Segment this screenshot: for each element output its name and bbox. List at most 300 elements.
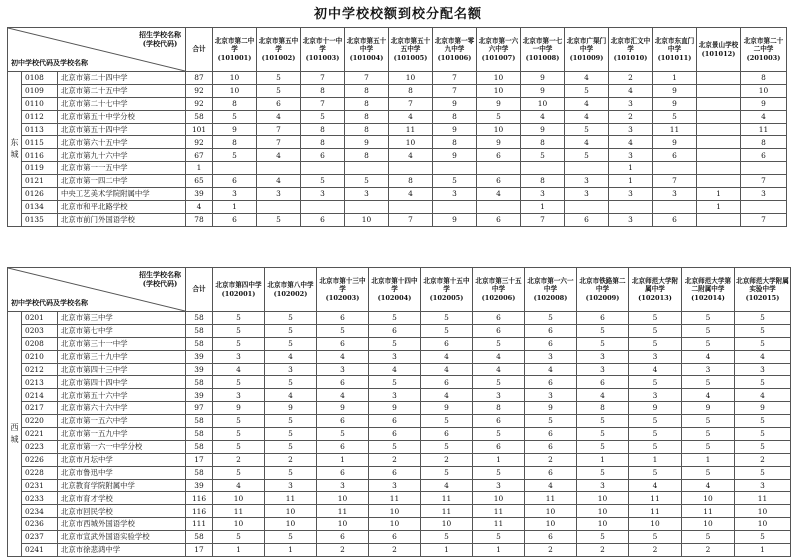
table-row <box>8 466 791 479</box>
quota-cell: 9 <box>653 136 697 149</box>
corner-top-label: 招生学校名称 <box>139 270 181 279</box>
quota-cell: 10 <box>682 518 735 531</box>
quota-cell: 3 <box>577 479 629 492</box>
column-school-code: (101009) <box>569 53 604 62</box>
quota-cell: 6 <box>477 175 521 188</box>
quota-cell: 9 <box>521 123 565 136</box>
header-corner <box>8 28 186 72</box>
total-cell: 87 <box>186 72 213 85</box>
quota-cell: 8 <box>521 136 565 149</box>
total-cell: 58 <box>186 376 213 389</box>
table-row <box>8 136 787 149</box>
quota-cell: 5 <box>213 440 265 453</box>
quota-cell: 2 <box>735 453 791 466</box>
school-code-cell: 0237 <box>22 531 58 544</box>
quota-cell: 5 <box>682 466 735 479</box>
quota-cell: 6 <box>525 466 577 479</box>
quota-cell: 10 <box>735 518 791 531</box>
quota-cell: 5 <box>265 440 317 453</box>
column-school-name: 北京市第十三中学 <box>319 277 366 294</box>
quota-cell: 2 <box>265 453 317 466</box>
table-row <box>8 123 787 136</box>
school-code-cell: 0135 <box>22 213 58 226</box>
quota-cell: 5 <box>682 337 735 350</box>
school-code-cell: 0233 <box>22 492 58 505</box>
quota-cell: 6 <box>525 337 577 350</box>
quota-cell: 8 <box>389 175 433 188</box>
quota-cell: 8 <box>301 123 345 136</box>
table-row <box>8 402 791 415</box>
school-code-cell: 0236 <box>22 518 58 531</box>
quota-cell: 6 <box>301 149 345 162</box>
total-cell: 17 <box>186 544 213 557</box>
quota-cell: 6 <box>317 312 369 325</box>
school-name-cell: 北京市徐悲鸿中学 <box>58 544 186 557</box>
quota-cell: 8 <box>301 136 345 149</box>
quota-cell: 2 <box>421 453 473 466</box>
total-cell: 65 <box>186 175 213 188</box>
quota-cell: 3 <box>317 479 369 492</box>
quota-cell: 4 <box>682 479 735 492</box>
quota-cell: 10 <box>317 518 369 531</box>
quota-cell: 4 <box>257 149 301 162</box>
quota-cell: 7 <box>257 136 301 149</box>
quota-cell: 3 <box>609 188 653 201</box>
quota-cell: 8 <box>213 136 257 149</box>
quota-cell: 4 <box>565 72 609 85</box>
quota-cell: 4 <box>609 84 653 97</box>
quota-cell: 3 <box>369 389 421 402</box>
quota-cell: 6 <box>301 213 345 226</box>
column-header <box>629 268 682 312</box>
quota-cell: 6 <box>525 531 577 544</box>
quota-cell: 6 <box>473 324 525 337</box>
school-name-cell: 北京市第三十一中学 <box>58 337 186 350</box>
quota-cell: 5 <box>369 312 421 325</box>
table-row <box>8 518 791 531</box>
quota-cell: 4 <box>389 110 433 123</box>
table-row <box>8 72 787 85</box>
quota-cell: 6 <box>473 440 525 453</box>
school-name-cell: 北京市第三十九中学 <box>58 350 186 363</box>
quota-cell: 5 <box>213 428 265 441</box>
quota-cell: 6 <box>525 440 577 453</box>
quota-cell: 6 <box>653 149 697 162</box>
table-row <box>8 110 787 123</box>
quota-cell: 10 <box>265 505 317 518</box>
column-school-name: 北京市第一六六中学 <box>478 37 519 54</box>
quota-cell: 5 <box>735 324 791 337</box>
quota-cell: 8 <box>301 84 345 97</box>
quota-cell: 6 <box>477 213 521 226</box>
quota-cell: 9 <box>525 402 577 415</box>
quota-cell: 6 <box>477 149 521 162</box>
quota-cell: 5 <box>565 149 609 162</box>
quota-cell: 5 <box>345 175 389 188</box>
total-cell: 92 <box>186 136 213 149</box>
quota-cell: 8 <box>345 110 389 123</box>
table-row <box>8 492 791 505</box>
quota-cell: 4 <box>629 479 682 492</box>
school-code-cell: 0210 <box>22 350 58 363</box>
district-label: 东城 <box>8 72 22 227</box>
column-school-name: 北京师范大学附属中学 <box>631 277 679 294</box>
total-cell: 39 <box>186 350 213 363</box>
quota-cell: 6 <box>525 428 577 441</box>
quota-cell: 2 <box>682 544 735 557</box>
quota-cell: 3 <box>609 97 653 110</box>
quota-cell: 5 <box>629 415 682 428</box>
total-cell: 1 <box>186 162 213 175</box>
school-name-cell: 北京市西城外国语学校 <box>58 518 186 531</box>
quota-cell: 1 <box>213 544 265 557</box>
quota-cell: 5 <box>682 376 735 389</box>
quota-cell <box>653 200 697 213</box>
school-name-cell: 北京市第一四二中学 <box>58 175 186 188</box>
total-cell: 39 <box>186 479 213 492</box>
quota-cell: 5 <box>317 324 369 337</box>
quota-cell: 5 <box>629 466 682 479</box>
school-name-cell: 中央工艺美术学院附属中学 <box>58 188 186 201</box>
quota-cell: 5 <box>265 531 317 544</box>
total-cell: 39 <box>186 188 213 201</box>
quota-cell <box>477 162 521 175</box>
school-code-cell: 0220 <box>22 415 58 428</box>
quota-cell <box>697 162 741 175</box>
quota-cell: 4 <box>369 363 421 376</box>
quota-cell: 5 <box>629 428 682 441</box>
total-cell: 58 <box>186 337 213 350</box>
column-school-code: (102009) <box>585 293 620 302</box>
quota-cell: 6 <box>473 312 525 325</box>
school-name-cell: 北京市第一五六中学 <box>58 415 186 428</box>
column-header <box>735 268 791 312</box>
quota-cell: 5 <box>577 531 629 544</box>
quota-cell: 6 <box>213 175 257 188</box>
quota-cell: 6 <box>369 415 421 428</box>
quota-cell <box>213 162 257 175</box>
quota-cell <box>301 162 345 175</box>
quota-cell <box>389 200 433 213</box>
table-row <box>8 213 787 226</box>
quota-cell: 7 <box>345 72 389 85</box>
total-cell: 17 <box>186 453 213 466</box>
quota-cell <box>697 149 741 162</box>
quota-cell: 9 <box>741 97 787 110</box>
column-school-name: 北京市汇文中学 <box>610 37 651 54</box>
column-school-code: (102008) <box>533 293 568 302</box>
quota-cell: 9 <box>477 97 521 110</box>
quota-cell: 5 <box>257 213 301 226</box>
quota-cell: 3 <box>653 188 697 201</box>
column-school-name: 北京市第二十二中学 <box>743 37 784 54</box>
quota-cell: 3 <box>525 389 577 402</box>
school-code-cell: 0213 <box>22 376 58 389</box>
table-row <box>8 505 791 518</box>
school-name-cell: 北京市第二十七中学 <box>58 97 186 110</box>
quota-cell: 7 <box>389 97 433 110</box>
column-school-name: 北京市第十四中学 <box>371 277 418 294</box>
quota-cell: 10 <box>369 505 421 518</box>
quota-cell: 9 <box>653 84 697 97</box>
quota-cell: 4 <box>317 389 369 402</box>
table-row <box>8 428 791 441</box>
quota-table-xicheng <box>7 267 791 557</box>
table-row <box>8 84 787 97</box>
quota-cell: 1 <box>653 72 697 85</box>
quota-cell: 5 <box>735 428 791 441</box>
quota-cell <box>697 123 741 136</box>
column-school-code: (102013) <box>638 293 672 302</box>
quota-cell: 3 <box>213 350 265 363</box>
quota-cell: 11 <box>369 492 421 505</box>
quota-cell: 1 <box>317 453 369 466</box>
quota-cell: 7 <box>521 213 565 226</box>
quota-cell: 10 <box>473 492 525 505</box>
school-name-cell: 北京市第四十四中学 <box>58 376 186 389</box>
quota-cell: 5 <box>629 337 682 350</box>
quota-cell: 3 <box>301 188 345 201</box>
quota-cell: 10 <box>521 97 565 110</box>
quota-cell: 3 <box>265 363 317 376</box>
school-code-cell: 0241 <box>22 544 58 557</box>
quota-cell: 10 <box>213 492 265 505</box>
quota-cell: 10 <box>682 492 735 505</box>
column-school-code: (102005) <box>429 293 464 302</box>
total-cell: 58 <box>186 466 213 479</box>
quota-cell: 4 <box>317 350 369 363</box>
quota-cell: 10 <box>629 518 682 531</box>
quota-cell: 1 <box>735 544 791 557</box>
quota-cell: 3 <box>369 350 421 363</box>
school-name-cell: 北京市第六十六中学 <box>58 402 186 415</box>
column-header <box>345 28 389 72</box>
total-cell: 92 <box>186 97 213 110</box>
quota-cell: 9 <box>433 149 477 162</box>
quota-cell: 5 <box>317 428 369 441</box>
column-school-code: (102014) <box>691 293 725 302</box>
quota-cell: 5 <box>735 531 791 544</box>
column-school-code: (102002) <box>273 289 308 298</box>
quota-cell: 6 <box>741 149 787 162</box>
quota-cell: 6 <box>421 376 473 389</box>
school-name-cell: 北京市前门外国语学校 <box>58 213 186 226</box>
quota-cell: 3 <box>565 175 609 188</box>
quota-cell: 3 <box>525 350 577 363</box>
quota-cell: 3 <box>609 149 653 162</box>
school-code-cell: 0108 <box>22 72 58 85</box>
quota-cell: 10 <box>389 136 433 149</box>
table-row <box>8 479 791 492</box>
quota-cell: 11 <box>629 492 682 505</box>
quota-cell: 5 <box>735 466 791 479</box>
column-header <box>421 268 473 312</box>
quota-cell: 10 <box>577 492 629 505</box>
quota-cell: 3 <box>609 123 653 136</box>
quota-cell: 2 <box>369 453 421 466</box>
quota-cell: 6 <box>317 440 369 453</box>
quota-cell: 10 <box>735 505 791 518</box>
column-school-name: 北京市第八中学 <box>267 281 314 290</box>
quota-cell: 5 <box>301 175 345 188</box>
column-header <box>521 28 565 72</box>
quota-cell: 3 <box>735 363 791 376</box>
page-title: 初中学校校额到校分配名额 <box>313 7 482 22</box>
column-school-name: 北京市第一六一中学 <box>527 277 574 294</box>
quota-cell <box>697 72 741 85</box>
quota-cell: 10 <box>577 518 629 531</box>
total-cell: 67 <box>186 149 213 162</box>
quota-cell: 5 <box>265 337 317 350</box>
quota-cell <box>565 162 609 175</box>
school-name-cell: 北京市第五十中学分校 <box>58 110 186 123</box>
column-header <box>477 28 521 72</box>
quota-cell: 4 <box>735 389 791 402</box>
quota-cell: 3 <box>577 350 629 363</box>
quota-cell: 10 <box>213 72 257 85</box>
quota-cell <box>301 200 345 213</box>
quota-cell: 5 <box>473 337 525 350</box>
column-header <box>697 28 741 72</box>
column-school-name: 北京市第二中学 <box>214 37 255 54</box>
school-code-cell: 0223 <box>22 440 58 453</box>
column-school-name: 北京景山学校 <box>698 41 739 50</box>
table-row <box>8 200 787 213</box>
quota-cell <box>741 162 787 175</box>
quota-cell: 10 <box>317 492 369 505</box>
quota-cell: 8 <box>741 136 787 149</box>
quota-cell <box>653 162 697 175</box>
column-header <box>577 268 629 312</box>
quota-cell: 5 <box>213 376 265 389</box>
quota-cell: 4 <box>741 110 787 123</box>
quota-cell: 10 <box>265 518 317 531</box>
quota-cell: 10 <box>477 123 521 136</box>
quota-cell: 4 <box>477 188 521 201</box>
table-row <box>8 162 787 175</box>
quota-cell: 8 <box>433 136 477 149</box>
column-school-code: (101010) <box>613 53 648 62</box>
column-school-code: (101011) <box>657 53 692 62</box>
column-school-name: 北京市第十五中学 <box>423 277 470 294</box>
quota-cell: 4 <box>565 97 609 110</box>
school-code-cell: 0231 <box>22 479 58 492</box>
quota-cell: 2 <box>609 110 653 123</box>
quota-cell: 4 <box>389 188 433 201</box>
table-row <box>8 312 791 325</box>
quota-cell: 9 <box>653 97 697 110</box>
quota-cell <box>521 162 565 175</box>
quota-cell <box>433 162 477 175</box>
total-cell: 58 <box>186 440 213 453</box>
quota-cell: 10 <box>525 505 577 518</box>
quota-cell: 5 <box>369 440 421 453</box>
school-name-cell: 北京市第一六一中学分校 <box>58 440 186 453</box>
quota-cell: 5 <box>735 312 791 325</box>
quota-cell: 5 <box>421 440 473 453</box>
quota-cell: 5 <box>421 466 473 479</box>
table-row <box>8 376 791 389</box>
quota-cell: 4 <box>265 350 317 363</box>
school-name-cell: 北京市育才学校 <box>58 492 186 505</box>
column-school-code: (101007) <box>481 53 516 62</box>
quota-cell: 11 <box>653 123 697 136</box>
school-code-cell: 0115 <box>22 136 58 149</box>
quota-cell: 4 <box>682 389 735 402</box>
quota-cell: 11 <box>213 505 265 518</box>
quota-cell: 9 <box>213 123 257 136</box>
quota-cell: 5 <box>369 376 421 389</box>
quota-cell: 5 <box>213 337 265 350</box>
quota-cell: 9 <box>433 123 477 136</box>
quota-cell: 5 <box>301 110 345 123</box>
quota-cell: 9 <box>421 402 473 415</box>
quota-cell: 7 <box>433 84 477 97</box>
school-code-cell: 0112 <box>22 110 58 123</box>
total-cell: 116 <box>186 492 213 505</box>
total-cell: 58 <box>186 531 213 544</box>
column-school-name: 北京市第四中学 <box>215 281 262 290</box>
quota-cell: 4 <box>735 350 791 363</box>
quota-cell: 5 <box>421 324 473 337</box>
total-cell: 4 <box>186 200 213 213</box>
quota-cell: 11 <box>473 518 525 531</box>
total-cell: 58 <box>186 110 213 123</box>
column-school-name: 北京市第三十五中学 <box>475 277 522 294</box>
quota-cell: 9 <box>369 402 421 415</box>
column-school-name: 北京市十一中学 <box>302 37 343 54</box>
quota-cell: 4 <box>525 363 577 376</box>
school-name-cell: 北京市月坛中学 <box>58 453 186 466</box>
column-header <box>389 28 433 72</box>
quota-cell: 5 <box>629 324 682 337</box>
column-school-name: 北京市第五中学 <box>258 37 299 54</box>
quota-cell: 5 <box>629 376 682 389</box>
quota-cell: 9 <box>521 72 565 85</box>
quota-cell: 5 <box>525 312 577 325</box>
quota-cell: 10 <box>369 518 421 531</box>
quota-cell: 10 <box>525 518 577 531</box>
quota-cell: 5 <box>421 415 473 428</box>
school-name-cell: 北京市第三中学 <box>58 312 186 325</box>
quota-cell: 1 <box>697 188 741 201</box>
table-row <box>8 363 791 376</box>
quota-cell: 10 <box>477 72 521 85</box>
column-school-code: (101006) <box>437 53 472 62</box>
quota-cell: 3 <box>682 363 735 376</box>
school-code-cell: 0109 <box>22 84 58 97</box>
quota-cell: 3 <box>473 389 525 402</box>
column-school-name: 北京市第一零九中学 <box>434 37 475 54</box>
quota-cell <box>257 200 301 213</box>
quota-cell: 11 <box>741 123 787 136</box>
school-name-cell: 北京市第一五九中学 <box>58 428 186 441</box>
quota-cell <box>565 200 609 213</box>
quota-cell: 7 <box>653 175 697 188</box>
table-row <box>8 324 791 337</box>
column-school-code: (101001) <box>217 53 252 62</box>
quota-cell: 7 <box>257 123 301 136</box>
school-name-cell: 北京市和平北路学校 <box>58 200 186 213</box>
header-corner-top <box>139 31 181 49</box>
quota-cell: 5 <box>213 312 265 325</box>
quota-cell: 9 <box>213 402 265 415</box>
quota-cell <box>257 162 301 175</box>
quota-cell: 5 <box>735 415 791 428</box>
quota-cell: 4 <box>473 363 525 376</box>
school-code-cell: 0116 <box>22 149 58 162</box>
quota-cell: 5 <box>577 428 629 441</box>
